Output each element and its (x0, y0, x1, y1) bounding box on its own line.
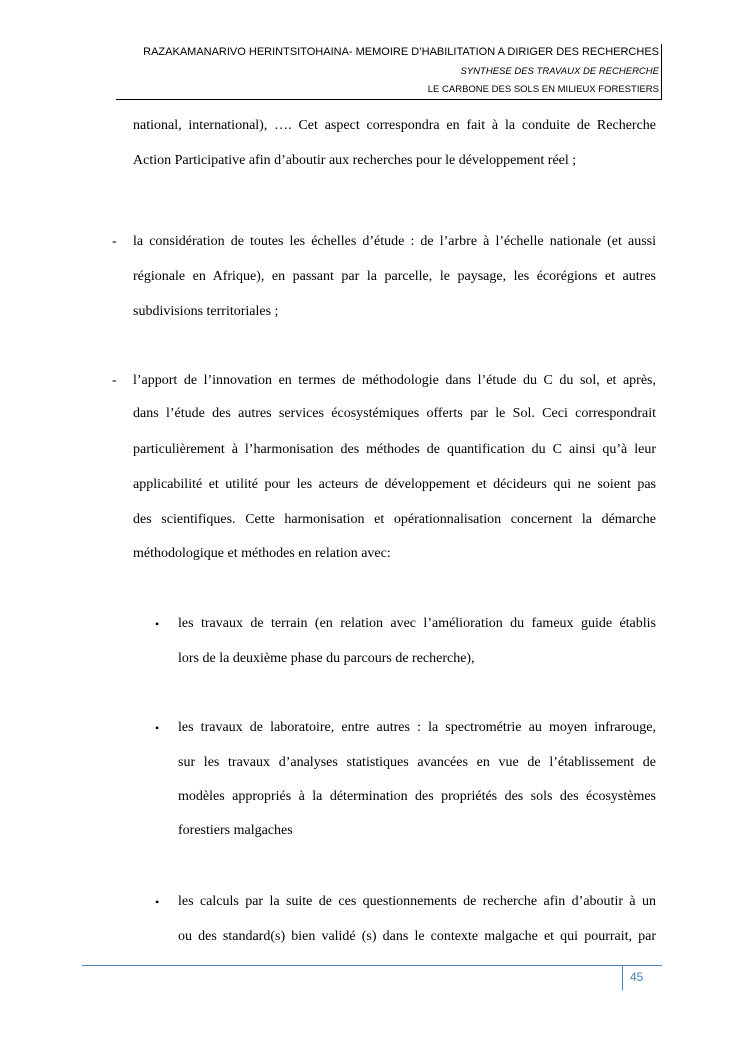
item2-line: des scientifiques. Cette harmonisation et opérationnalisation concernent la démarche (133, 512, 656, 527)
footer-divider (82, 965, 662, 966)
bullet-marker: • (155, 895, 160, 909)
intro-line: Action Participative afin d’aboutir aux recherches pour le développement réel ; (133, 153, 577, 168)
item1-line: subdivisions territoriales ; (133, 304, 279, 319)
item2-line: dans l’étude des autres services écosystémiques offerts par le Sol. Ceci correspondrait (133, 406, 656, 421)
bullet1-line: les travaux de terrain (en relation avec l’amélioration du fameux guide établis (178, 616, 656, 631)
bullet2-line: modèles appropriés à la détermination des propriétés des sols des écosystèmes (178, 789, 656, 804)
header-section: SYNTHESE DES TRAVAUX DE RECHERCHE (460, 66, 659, 77)
bullet-marker: • (155, 617, 160, 631)
footer-page-divider (622, 966, 623, 990)
item2-line: l’apport de l’innovation en termes de méthodologie dans l’étude du C du sol, et après, (133, 373, 656, 388)
bullet3-line: ou des standard(s) bien validé (s) dans le contexte malgache et qui pourrait, par (178, 929, 656, 944)
intro-line: national, international), …. Cet aspect correspondra en fait à la conduite de Recherche (133, 118, 656, 133)
dash-marker: - (112, 234, 117, 249)
bullet1-line: lors de la deuxième phase du parcours de recherche), (178, 651, 475, 666)
item2-line: particulièrement à l’harmonisation des méthodes de quantification du C ainsi qu’à leur (133, 442, 656, 457)
bullet-marker: • (155, 721, 160, 735)
item2-line: applicabilité et utilité pour les acteurs de développement et décideurs qui ne soient pas (133, 477, 656, 492)
header-divider-horizontal (116, 99, 662, 100)
bullet3-line: les calculs par la suite de ces questionnements de recherche afin d’aboutir à un (178, 894, 656, 909)
header-subject: LE CARBONE DES SOLS EN MILIEUX FORESTIERS (427, 84, 659, 95)
item2-line: méthodologique et méthodes en relation avec: (133, 546, 391, 561)
item1-line: régionale en Afrique), en passant par la parcelle, le paysage, les écorégions et autres (133, 269, 656, 284)
bullet2-line: sur les travaux d’analyses statistiques avancées en vue de l’établissement de (178, 755, 656, 770)
item1-line: la considération de toutes les échelles d’étude : de l’arbre à l’échelle nationale (et aussi (133, 234, 656, 249)
bullet2-line: forestiers malgaches (178, 823, 293, 838)
header-author-title: RAZAKAMANARIVO HERINTSITOHAINA- MEMOIRE D’HABILITATION A DIRIGER DES RECHERCHES (143, 46, 659, 58)
page-number: 45 (630, 970, 644, 984)
header-divider-vertical (661, 44, 662, 100)
dash-marker: - (112, 373, 117, 388)
bullet2-line: les travaux de laboratoire, entre autres : la spectrométrie au moyen infrarouge, (178, 720, 656, 735)
